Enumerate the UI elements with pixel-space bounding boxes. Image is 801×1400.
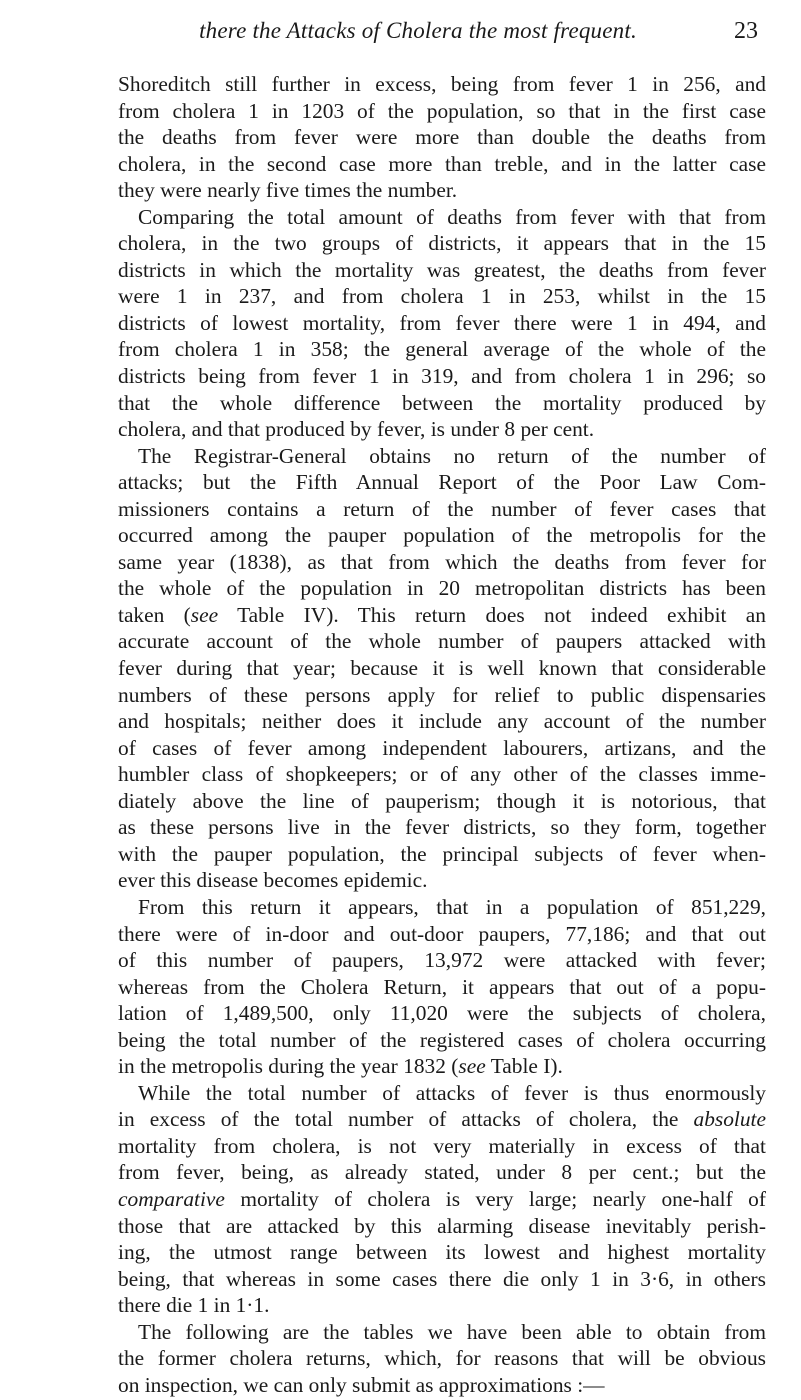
text-line: and hospitals; neither does it include any account of the number — [118, 709, 766, 734]
text-line: of this number of paupers, 13,972 were attacked with fever; — [118, 948, 766, 973]
text-line: from fever, being, as already stated, under 8 per cent.; but the — [118, 1160, 766, 1185]
text-line: the former cholera returns, which, for reasons that will be obvious — [118, 1346, 766, 1371]
text-line: the deaths from fever were more than double the deaths from — [118, 125, 766, 150]
text-line: While the total number of attacks of fever is thus enormously — [138, 1080, 766, 1105]
text-line: as these persons live in the fever districts, so they form, together — [118, 815, 766, 840]
text-line: being the total number of the registered cases of cholera occurring — [118, 1027, 766, 1052]
text-line: from cholera 1 in 358; the general average of the whole of the — [118, 337, 766, 362]
text-line: with the pauper population, the principal subjects of fever when- — [118, 841, 766, 866]
text-line: attacks; but the Fifth Annual Report of the Poor Law Com- — [118, 470, 766, 495]
text-line: in the metropolis during the year 1832 (see Table I). — [118, 1054, 563, 1079]
running-head — [118, 16, 758, 46]
text-line: From this return it appears, that in a population of 851,229, — [138, 894, 766, 919]
text-line: humbler class of shopkeepers; or of any other of the classes imme- — [118, 762, 766, 787]
text-line: Comparing the total amount of deaths from fever with that from — [138, 204, 766, 229]
text-line: same year (1838), as that from which the deaths from fever for — [118, 549, 766, 574]
text-line: accurate account of the whole number of paupers attacked with — [118, 629, 766, 654]
text-line: being, that whereas in some cases there die only 1 in 3·6, in others — [118, 1266, 766, 1291]
text-line: diately above the line of pauperism; though it is notorious, that — [118, 788, 766, 813]
text-line: Shoreditch still further in excess, being from fever 1 in 256, and — [118, 72, 766, 96]
text-line: ever this disease becomes epidemic. — [118, 868, 428, 893]
text-line: occurred among the pauper population of the metropolis for the — [118, 523, 766, 548]
text-line: districts in which the mortality was greatest, the deaths from fever — [118, 257, 766, 282]
page-number: 23 — [734, 18, 758, 44]
text-line: The following are the tables we have been able to obtain from — [138, 1319, 766, 1344]
text-line: comparative mortality of cholera is very large; nearly one-half of — [118, 1186, 766, 1211]
text-line: numbers of these persons apply for relief to public dispensaries — [118, 682, 766, 707]
body-text — [118, 71, 766, 1398]
text-line: whereas from the Cholera Return, it appears that out of a popu- — [118, 974, 766, 999]
text-line: cholera, and that produced by fever, is under 8 per cent. — [118, 417, 595, 442]
text-line: there were of in-door and out-door paupers, 77,186; and that out — [118, 921, 766, 946]
text-line: ing, the utmost range between its lowest and highest mortality — [118, 1240, 766, 1265]
text-line: there die 1 in 1·1. — [118, 1293, 270, 1318]
text-line: that the whole difference between the mortality produced by — [118, 390, 766, 415]
text-line: those that are attacked by this alarming disease inevitably perish- — [118, 1213, 766, 1238]
text-line: districts being from fever 1 in 319, and from cholera 1 in 296; so — [118, 364, 766, 389]
text-line: taken (see Table IV). This return does not indeed exhibit an — [118, 602, 766, 627]
text-line: The Registrar-General obtains no return of the number of — [138, 443, 766, 468]
text-line: of cases of fever among independent labourers, artizans, and the — [118, 735, 766, 760]
text-line: cholera, in the second case more than treble, and in the latter case — [118, 151, 766, 176]
running-title: there the Attacks of Cholera the most frequent. — [199, 18, 637, 43]
text-line: missioners contains a return of the number of fever cases that — [118, 496, 766, 521]
text-line: were 1 in 237, and from cholera 1 in 253, whilst in the 15 — [118, 284, 766, 309]
text-line: from cholera 1 in 1203 of the population, so that in the first case — [118, 98, 766, 123]
text-line: lation of 1,489,500, only 11,020 were the subjects of cholera, — [118, 1001, 766, 1026]
text-line: cholera, in the two groups of districts, it appears that in the 15 — [118, 231, 766, 256]
text-line: mortality from cholera, is not very materially in excess of that — [118, 1133, 766, 1158]
text-line: the whole of the population in 20 metropolitan districts has been — [118, 576, 766, 601]
text-line: districts of lowest mortality, from fever there were 1 in 494, and — [118, 310, 766, 335]
text-line: they were nearly five times the number. — [118, 178, 458, 203]
text-line: fever during that year; because it is well known that considerable — [118, 656, 766, 681]
text-line: on inspection, we can only submit as approximations :— — [118, 1372, 605, 1397]
text-line: in excess of the total number of attacks of cholera, the absolute — [118, 1107, 766, 1132]
